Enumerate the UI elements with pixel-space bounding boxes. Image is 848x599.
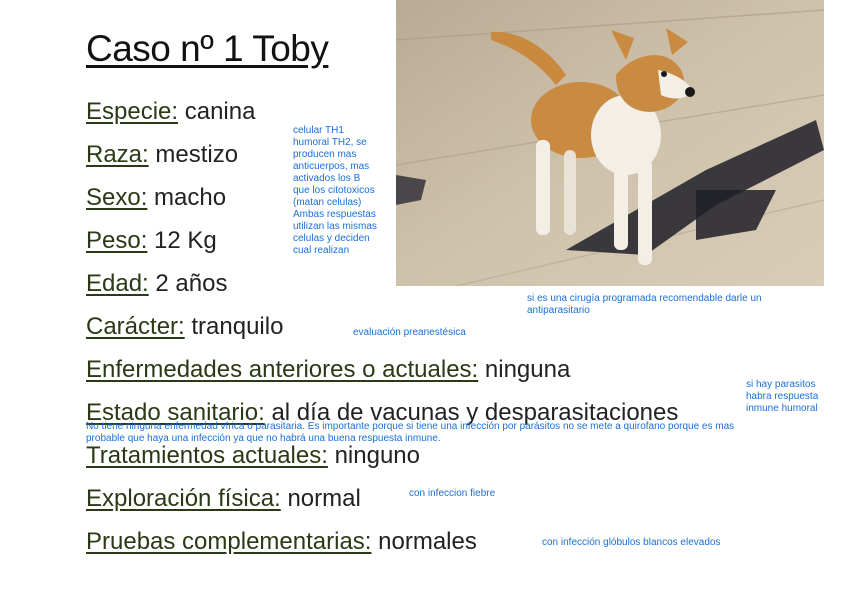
dog-photo xyxy=(396,0,824,286)
field-label: Especie: xyxy=(86,98,179,125)
field-label: Carácter: xyxy=(86,313,185,340)
field-label: Enfermedades anteriores o actuales: xyxy=(86,356,479,383)
field-label: Peso: xyxy=(86,227,148,254)
annotation-parasites: si hay parasitos habra respuesta inmune humoral xyxy=(746,379,819,414)
field-value: 12 Kg xyxy=(154,227,217,254)
field-value: macho xyxy=(154,184,227,211)
annotation-surgery: si es una cirugía programada recomendable darle un antiparasitario xyxy=(527,293,762,316)
page-title: Caso nº 1 Toby xyxy=(86,28,329,69)
field-peso xyxy=(86,227,217,255)
field-value: tranquilo xyxy=(191,313,284,340)
field-caracter xyxy=(86,313,283,341)
field-label: Sexo: xyxy=(86,184,148,211)
field-sexo xyxy=(86,184,226,212)
dog-illustration xyxy=(396,0,824,286)
field-label: Raza: xyxy=(86,141,149,168)
field-value: 2 años xyxy=(155,270,228,297)
field-pruebas xyxy=(86,528,477,556)
field-value: canina xyxy=(184,98,256,125)
field-label: Exploración física: xyxy=(86,485,281,512)
field-especie xyxy=(86,98,255,126)
field-label: Pruebas complementarias: xyxy=(86,528,372,555)
field-value: mestizo xyxy=(155,141,239,168)
annotation-fever: con infeccion fiebre xyxy=(409,488,496,499)
field-raza xyxy=(86,141,238,169)
annotation-immune-response: celular TH1 humoral TH2, se producen mas anticuerpos, mas activados los B que los citotoxicos (matan celulas) Ambas respuestas utilizan las mismas celulas y deciden cual realizan xyxy=(293,125,377,256)
annotation-infection: No tiene ninguna enfermedad vírica o parasitaria. Es importante porque si tiene una infección por parásitos no se mete a quirofano porque es mas probable que haya una infección ya que no habrá una buena respuesta inmune. xyxy=(86,421,735,444)
field-value: normal xyxy=(287,485,361,512)
field-value: ninguno xyxy=(334,442,420,469)
field-enfermedades xyxy=(86,356,570,384)
field-value: ninguna xyxy=(484,356,571,383)
field-label: Estado sanitario: xyxy=(86,399,265,426)
field-edad xyxy=(86,270,227,298)
field-label: Edad: xyxy=(86,270,149,297)
field-label: Tratamientos actuales: xyxy=(86,442,328,469)
field-exploracion xyxy=(86,485,361,513)
field-value: al día de vacunas y desparasitaciones xyxy=(271,399,679,426)
field-tratamientos xyxy=(86,442,420,470)
annotation-preanesthetic: evaluación preanestésica xyxy=(353,327,466,338)
field-value: normales xyxy=(378,528,477,555)
annotation-wbc: con infección glóbulos blancos elevados xyxy=(542,537,721,548)
